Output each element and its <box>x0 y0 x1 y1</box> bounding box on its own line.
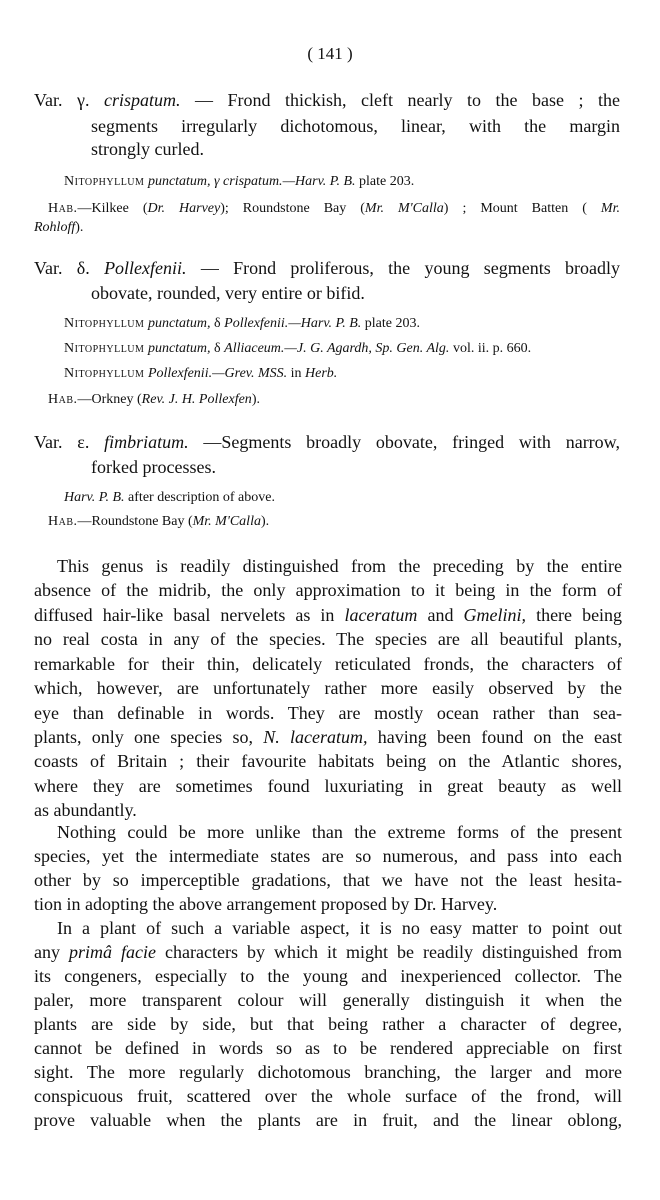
para1-line-10: where they are sometimes found luxuriating in great beauty as well <box>34 776 622 796</box>
page-number: ( 141 ) <box>307 44 353 63</box>
para1-line-9: coasts of Britain ; their favourite habitats being on the Atlantic shores, <box>34 751 622 771</box>
var-epsilon-label: Var. ε. <box>34 432 90 452</box>
para3-line-9: prove valuable when the plants are in fruit, and the linear oblong, <box>34 1110 622 1130</box>
para1-line-7: eye than definable in words. They are mostly ocean rather than sea- <box>34 703 622 723</box>
var-epsilon-habitat: Hab.—Roundstone Bay (Mr. M'Calla). <box>48 514 270 529</box>
var-gamma-name: crispatum. <box>103 90 181 110</box>
para1-line-2: absence of the midrib, the only approximation to it being in the form of <box>34 580 622 600</box>
var-delta-line-2: obovate, rounded, very entire or bifid. <box>91 283 365 303</box>
var-gamma-text: — Frond thickish, cleft nearly to the base ; the <box>195 90 621 110</box>
var-delta-text: — Frond proliferous, the young segments broadly <box>200 258 621 278</box>
para1-line-8: plants, only one species so, N. laceratum, having been found on the east <box>34 727 623 747</box>
para1-line-3: diffused hair-like basal nervelets as in laceratum and Gmelini, there being <box>34 605 623 625</box>
var-gamma-line-2: segments irregularly dichotomous, linear, with the margin <box>91 116 620 136</box>
para3-line-5: plants are side by side, but that being rather a character of degree, <box>34 1014 622 1034</box>
para3-line-3: its congeners, especially to the young and inexperienced collector. The <box>34 966 622 986</box>
var-gamma-line-3: strongly curled. <box>91 139 204 159</box>
para2-line-3: other by so imperceptible gradations, that we have not the least hesita- <box>34 870 622 890</box>
para1-line-6: which, however, are unfortunately rather more easily observed by the <box>34 678 622 698</box>
var-gamma-habitat-line-1: Hab.—Kilkee (Dr. Harvey); Roundstone Bay (Mr. M'Calla) ; Mount Batten ( Mr. <box>48 201 620 216</box>
var-gamma-line-1 <box>34 90 620 111</box>
para2-line-4: tion in adopting the above arrangement proposed by Dr. Harvey. <box>34 894 498 914</box>
var-gamma-label: Var. γ. <box>34 90 90 110</box>
var-delta-reference-1: Nitophyllum punctatum, δ Pollexfenii.—Harv. P. B. plate 203. <box>64 316 421 331</box>
para1-line-5: remarkable for their thin, delicately reticulated fronds, the characters of <box>34 654 622 674</box>
para3-line-6: cannot be defined in words so as to be rendered appreciable on first <box>34 1038 622 1058</box>
para1-line-4: no real costa in any of the species. The species are all beautiful plants, <box>34 629 622 649</box>
para3-line-4: paler, more transparent colour will generally distinguish it when the <box>34 990 622 1010</box>
var-delta-line-1 <box>34 258 620 279</box>
para1-line-1: This genus is readily distinguished from the preceding by the entire <box>57 556 622 576</box>
para3-line-7: sight. The more regularly dichotomous branching, the larger and more <box>34 1062 622 1082</box>
para3-line-8: conspicuous fruit, scattered over the whole surface of the frond, will <box>34 1086 622 1106</box>
var-gamma-reference: Nitophyllum punctatum, γ crispatum.—Harv. P. B. plate 203. <box>64 174 415 189</box>
para2-line-2: species, yet the intermediate states are so numerous, and pass into each <box>34 846 622 866</box>
var-delta-reference-3: Nitophyllum Pollexfenii.—Grev. MSS. in Herb. <box>64 366 338 381</box>
var-epsilon-text: —Segments broadly obovate, fringed with narrow, <box>203 432 621 452</box>
var-epsilon-name: fimbriatum. <box>104 432 189 452</box>
var-epsilon-line-2: forked processes. <box>91 457 216 477</box>
para3-line-2: any primâ facie characters by which it might be readily distinguished from <box>34 942 623 962</box>
var-delta-habitat: Hab.—Orkney (Rev. J. H. Pollexfen). <box>48 392 260 407</box>
var-epsilon-reference: Harv. P. B. after description of above. <box>64 490 275 505</box>
var-delta-reference-2: Nitophyllum punctatum, δ Alliaceum.—J. G. Agardh, Sp. Gen. Alg. vol. ii. p. 660. <box>64 341 532 356</box>
var-gamma-habitat-line-2: Rohloff). <box>34 220 84 235</box>
var-delta-label: Var. δ. <box>34 258 90 278</box>
var-delta-name: Pollexfenii. <box>104 258 187 278</box>
para1-line-11: as abundantly. <box>34 800 137 820</box>
var-epsilon-line-1 <box>34 432 620 453</box>
para2-line-1: Nothing could be more unlike than the extreme forms of the present <box>57 822 622 842</box>
para3-line-1: In a plant of such a variable aspect, it is no easy matter to point out <box>57 918 622 938</box>
